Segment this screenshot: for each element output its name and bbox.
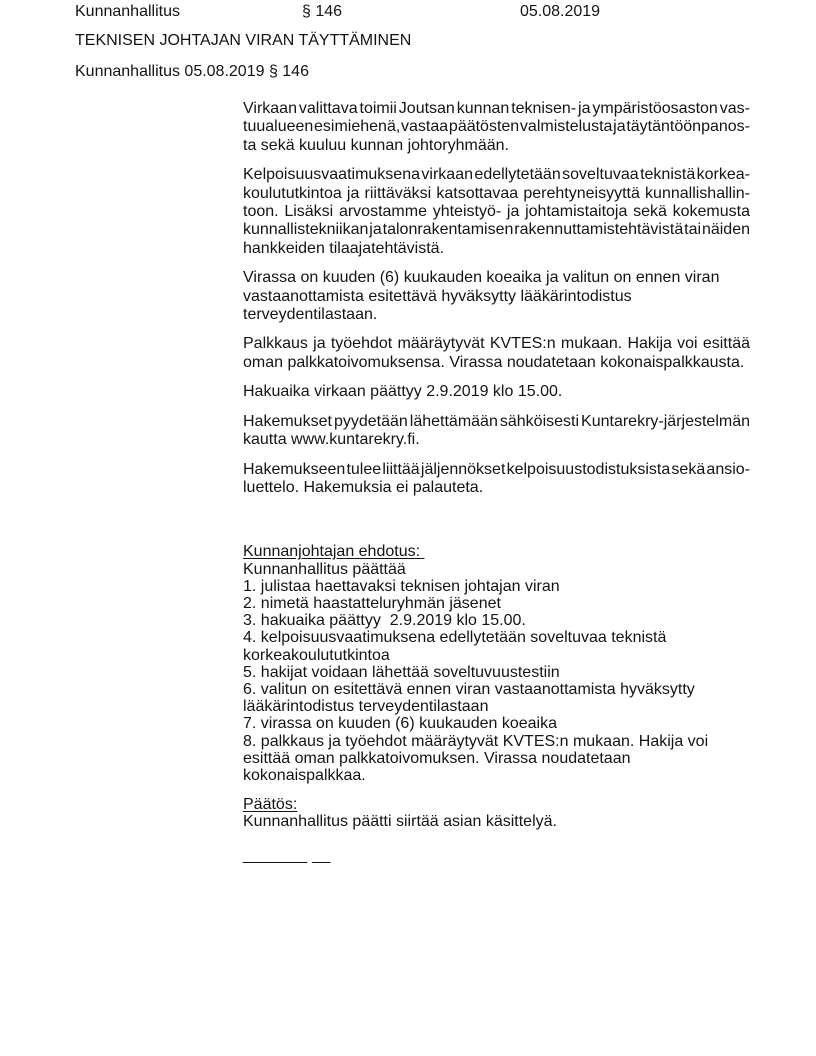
proposal-line: 7. virassa on kuuden (6) kuukauden koeaika [243,715,557,733]
text-line: Hakemukseen tulee liittää jäljennökset kelpoisuustodistuksista sekä ansio- [243,460,750,478]
proposal-section [243,543,750,784]
paragraph-attachments [243,461,750,498]
proposal-line: 4. kelpoisuusvaatimuksena edellytetään soveltuvaa teknistä [243,629,667,647]
proposal-heading-text: Kunnanjohtajan ehdotus: [243,543,425,561]
proposal-line: korkeakoulututkintoa [243,646,390,664]
text-line: Hakemukset pyydetään lähettämään sähköisesti Kuntarekry-järjestelmän [243,412,750,430]
proposal-line: 6. valitun on esitettävä ennen viran vastaanottamista hyväksytty [243,680,695,698]
text-line: koulututkintoa ja riittäväksi katsottavaa perehtyneisyyttä kunnallishallin- [243,184,750,202]
decision-heading-text: Päätös: [243,796,298,814]
document-subtitle: Kunnanhallitus 05.08.2019 § 146 [75,63,309,80]
proposal-line: 8. palkkaus ja työehdot määräytyvät KVTES:n mukaan. Hakija voi [243,732,709,750]
text-line: Virkaan valittava toimii Joutsan kunnan teknisen- ja ympäristöosaston vas- [243,100,750,117]
document-body [243,100,750,865]
text-line: kunnallistekniikan ja talonrakentamisen rakennuttamistehtävistä tai näiden [243,221,750,239]
decision-line: Kunnanhallitus päätti siirtää asian käsittelyä. [243,813,557,831]
text-line: tuualueen esimiehenä, vastaa päätösten valmistelusta ja täytäntöönpanos- [243,118,750,136]
proposal-line: 1. julistaa haettavaksi teknisen johtajan viran [243,577,560,595]
text-line: luettelo. Hakemuksia ei palauteta. [243,478,484,496]
header-section-number: § 146 [302,3,343,20]
text-line: Hakuaika virkaan päättyy 2.9.2019 klo 15.00. [243,383,563,401]
text-line: hankkeiden tilaajatehtävistä. [243,239,445,257]
proposal-line: lääkärintodistus terveydentilastaan [243,698,489,716]
proposal-line: 2. nimetä haastatteluryhmän jäsenet [243,594,501,612]
text-line: kautta www.kuntarekry.fi. [243,431,420,449]
paragraph-qualifications [243,166,750,258]
text-line: ta sekä kuuluu kunnan johtoryhmään. [243,136,509,154]
proposal-heading [243,543,750,560]
header-committee: Kunnanhallitus [75,3,180,20]
signature-line: _______ __ [243,846,331,864]
paragraph-probation [243,269,750,324]
proposal-line: 3. hakuaika päättyy 2.9.2019 klo 15.00. [243,612,526,630]
decision-heading [243,796,750,813]
proposal-line: 5. hakijat voidaan lähettää soveltuvuustestiin [243,663,560,681]
proposal-line: esittää oman palkkatoivomuksen. Virassa noudatetaan kokonaispalkkaa. [243,749,635,784]
paragraph-salary [243,335,750,372]
decision-section [243,796,750,830]
paragraph-duties [243,100,750,155]
text-line: vastaanottamista esitettävä hyväksytty lääkärintodistus terveydentilastaan. [243,287,637,324]
header-date: 05.08.2019 [520,3,601,20]
document-title: TEKNISEN JOHTAJAN VIRAN TÄYTTÄMINEN [75,32,412,49]
text-line: Virassa on kuuden (6) kuukauden koeaika ja valitun on ennen viran [243,269,720,287]
paragraph-applications [243,413,750,450]
text-line: toon. Lisäksi arvostamme yhteistyö- ja johtamistaitoja sekä kokemusta [243,203,750,221]
text-line: oman palkkatoivomuksensa. Virassa noudatetaan kokonaispalkkausta. [243,353,745,371]
text-line: Kelpoisuusvaatimuksena virkaan edellytetään soveltuvaa teknistä korkea- [243,166,750,184]
proposal-line: Kunnanhallitus päättää [243,560,406,578]
text-line: Palkkaus ja työehdot määräytyvät KVTES:n mukaan. Hakija voi esittää [243,335,750,353]
paragraph-deadline [243,383,750,401]
